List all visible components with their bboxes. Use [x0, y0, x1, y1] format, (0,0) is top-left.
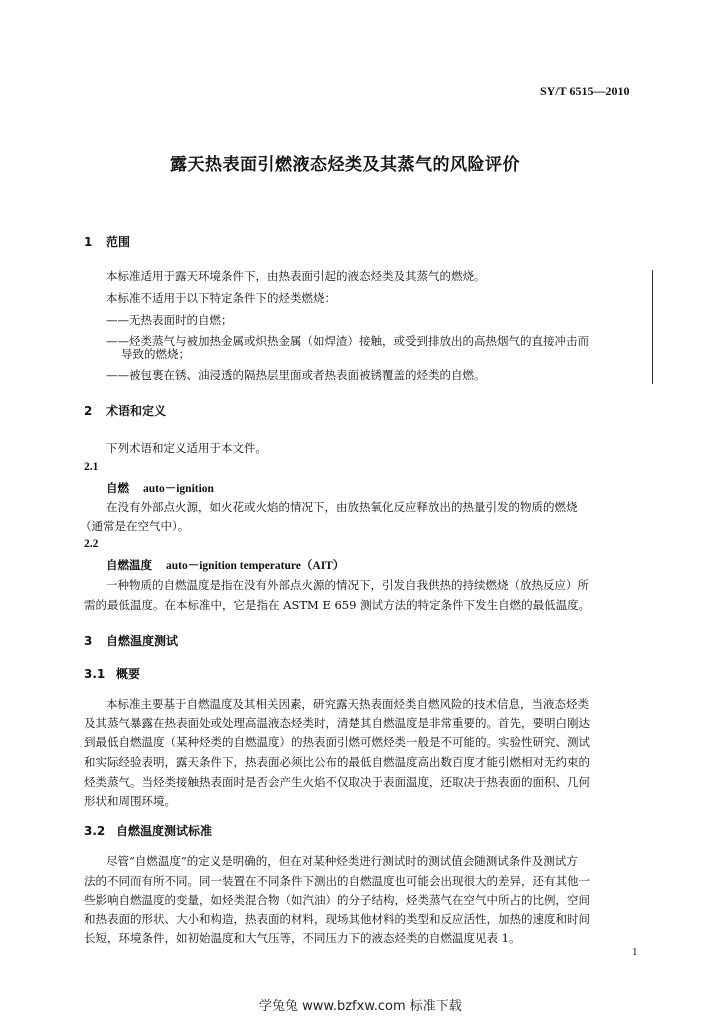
subsection-3-2-line: 法的不同而有所不同。同一装置在不同条件下测出的自燃温度也可能会出现很大的差异，还有其他一	[84, 874, 590, 888]
subsection-3-1-title: 概要	[116, 667, 141, 681]
section-1-line: ——无热表面时的自燃；	[106, 313, 233, 327]
clause-2-1-term-zh: 自燃	[106, 481, 129, 495]
subsection-3-1-line: 到最低自燃温度（某种烃类的自燃温度）的热表面引燃可燃烃类一般是不可能的。实验性研究、测试	[84, 735, 590, 749]
subsection-3-2-line: 长短，环境条件，如初始温度和大气压等，不同压力下的液态烃类的自燃温度见表 1。	[84, 931, 521, 945]
subsection-3-2-line: 些影响自燃温度的变量，如烃类混合物（如汽油）的分子结构，烃类蒸气在空气中所占的比例，空间	[84, 893, 590, 907]
subsection-3-1-number: 3.1	[84, 667, 106, 681]
clause-2-2-number: 2.2	[84, 538, 99, 550]
section-1-line: 本标准适用于露天环境条件下，由热表面引起的液态烃类及其蒸气的燃烧。	[106, 269, 486, 283]
section-1-line: ——被包裹在锈、油浸透的隔热层里面或者热表面被锈覆盖的烃类的自燃。	[106, 368, 486, 382]
subsection-3-2-line: 尽管“自燃温度”的定义是明确的，但在对某种烃类进行测试时的测试值会随测试条件及测试方	[106, 854, 578, 868]
footer-watermark: 学兔兔 www.bzfxw.com 标准下载	[259, 999, 462, 1014]
section-2-heading	[84, 402, 166, 419]
section-2-intro: 下列术语和定义适用于本文件。	[106, 441, 267, 455]
page-number: 1	[632, 946, 638, 958]
clause-2-1-term	[106, 480, 214, 496]
clause-2-2-line: 一种物质的自燃温度是指在没有外部点火源的情况下，引发自我供热的持续燃烧（放热反应）所	[106, 578, 589, 592]
clause-2-2-term-en: auto－ignition temperature（AIT）	[166, 560, 345, 572]
section-2-title: 术语和定义	[106, 404, 167, 418]
clause-2-2-term	[106, 557, 344, 573]
section-1-line: ——烃类蒸气与被加热金属或炽热金属（如焊渣）接触，或受到排放出的高热烟气的直接冲击而	[106, 334, 589, 348]
subsection-3-1-line: 及其蒸气暴露在热表面处或处理高温液态烃类时，清楚其自燃温度是非常重要的。首先，要明白刚达	[84, 716, 590, 730]
section-2-number: 2	[84, 404, 93, 418]
change-bar	[652, 270, 653, 384]
subsection-3-2-heading	[84, 822, 212, 839]
subsection-3-1-line: 本标准主要基于自燃温度及其相关因素，研究露天热表面烃类自燃风险的技术信息，当液态烃类	[106, 697, 589, 711]
section-3-heading	[84, 632, 178, 649]
section-1-line: 导致的燃烧；	[121, 347, 190, 361]
clause-2-1-line: 在没有外部点火源，如火花或火焰的情况下，由放热氧化反应释放出的热量引发的物质的燃烧	[106, 500, 578, 514]
clause-2-1-line: （通常是在空气中）。	[80, 519, 190, 533]
clause-2-1-term-en: auto－ignition	[143, 483, 214, 495]
subsection-3-1-line: 形状和周围环境。	[84, 794, 176, 808]
subsection-3-1-line: 和实际经验表明，露天条件下，热表面必须比公布的最低自燃温度高出数百度才能引燃相对无约束的	[84, 755, 590, 769]
subsection-3-2-line: 和热表面的形状、大小和构造，热表面的材料，现场其他材料的类型和反应活性，加热的速度和时间	[84, 912, 590, 926]
clause-2-1-number: 2.1	[84, 461, 99, 473]
clause-2-2-line: 需的最低温度。在本标准中，它是指在 ASTM E 659 测试方法的特定条件下发生自燃的最低温度。	[84, 598, 591, 612]
section-1-line: 本标准不适用于以下特定条件下的烃类燃烧：	[106, 291, 336, 305]
standard-code: SY/T 6515—2010	[540, 84, 630, 98]
section-3-number: 3	[84, 634, 93, 648]
section-1-heading	[84, 233, 130, 250]
section-1-number: 1	[84, 235, 93, 249]
section-1-title: 范围	[106, 235, 131, 249]
subsection-3-1-heading	[84, 665, 140, 682]
section-3-title: 自燃温度测试	[106, 634, 179, 648]
document-title: 露天热表面引燃液态烃类及其蒸气的风险评价	[170, 155, 520, 175]
subsection-3-2-title: 自燃温度测试标准	[116, 824, 213, 838]
clause-2-2-term-zh: 自燃温度	[106, 558, 152, 572]
subsection-3-2-number: 3.2	[84, 824, 106, 838]
subsection-3-1-line: 烃类蒸气。当烃类接触热表面时是否会产生火焰不仅取决于表面温度，还取决于热表面的面积、几何	[84, 775, 590, 789]
